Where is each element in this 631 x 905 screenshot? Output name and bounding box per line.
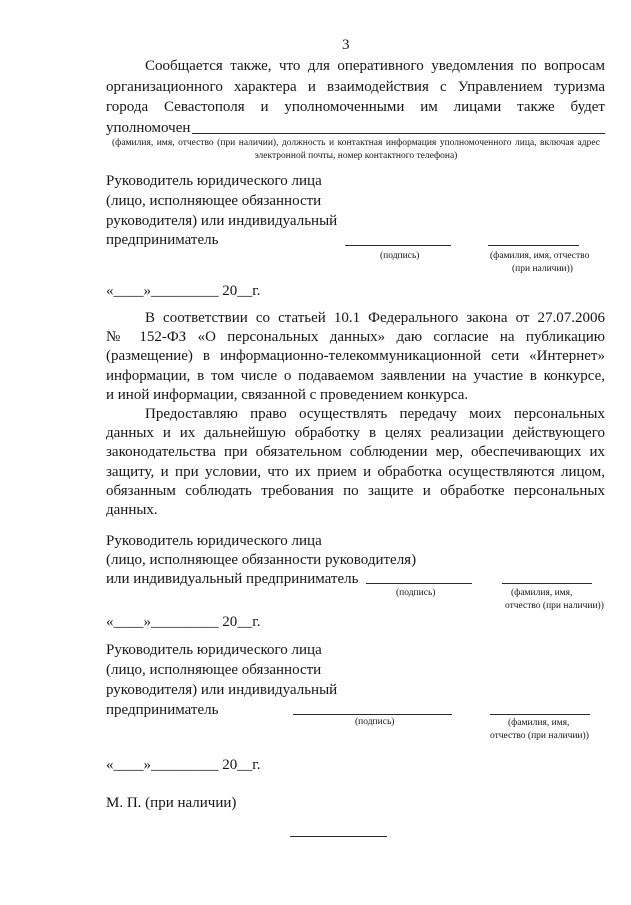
notice-line: Сообщается также, что для оперативного уведомления по вопросам [145, 58, 605, 74]
full-name-caption: отчество (при наличии)) [505, 601, 604, 611]
signature-line [366, 583, 472, 584]
stamp-note: М. П. (при наличии) [106, 795, 237, 811]
notice-line: города Севастополя и уполномоченными им лицами также будет [106, 99, 605, 115]
signatory-role-line: (лицо, исполняющее обязанности [106, 193, 322, 209]
signatory-role-line: Руководитель юридического лица [106, 533, 322, 549]
notice-caption-line: электронной почты, номер контактного телефона) [254, 151, 458, 161]
transfer-line: Предоставляю право осуществлять передачу моих персональных [145, 406, 605, 422]
notice-line: организационного характера и взаимодействия с Управлением туризма [106, 79, 605, 95]
transfer-line: данных. [106, 502, 158, 518]
full-name-line [488, 245, 579, 246]
full-name-caption: (фамилия, имя, отчество [490, 251, 590, 261]
transfer-line: обязанным соблюдать требования по защите и обработке персональных [106, 483, 605, 499]
consent-line: информации, в том числе о подаваемом заявлении на участие в конкурсе, [106, 368, 605, 384]
page-number: 3 [342, 37, 350, 53]
signatory-role-line: руководителя) или индивидуальный [106, 682, 338, 698]
date-field: «____»_________ 20__г. [106, 614, 261, 630]
signatory-role-line: Руководитель юридического лица [106, 642, 322, 658]
consent-line: (размещение) в информационно-телекоммуникационной сети «Интернет» [106, 348, 605, 364]
signatory-role-line: или индивидуальный предприниматель [106, 571, 359, 587]
consent-line: В соответствии со статьей 10.1 Федерального закона от 27.07.2006 [145, 310, 605, 326]
full-name-caption: (при наличии)) [512, 264, 573, 274]
transfer-line: защиту, и при условии, что их прием и обработка осуществляются лицом, [106, 464, 605, 480]
full-name-caption: отчество (при наличии)) [490, 731, 589, 741]
date-field: «____»_________ 20__г. [106, 283, 261, 299]
signature-caption: (подпись) [380, 251, 420, 261]
consent-line: № 152-ФЗ «О персональных данных» даю согласие на публикацию [106, 329, 605, 345]
signatory-role-line: предприниматель [106, 232, 219, 248]
signature-caption: (подпись) [355, 717, 395, 727]
full-name-line [502, 583, 592, 584]
signature-line [345, 245, 451, 246]
notice-caption-line: (фамилия, имя, отчество (при наличии), должность и контактная информация уполномоченного лица, включая адрес [112, 138, 600, 148]
transfer-line: данных и их дальнейшую обработку в целях реализации действующего [106, 425, 605, 441]
signature-line [293, 714, 452, 715]
transfer-line: законодательства при обязательном соблюдении мер, обеспечивающих их [106, 444, 605, 460]
authorized-person-blank-line [192, 133, 605, 134]
signature-caption: (подпись) [396, 588, 436, 598]
signatory-role-line: Руководитель юридического лица [106, 173, 322, 189]
date-field: «____»_________ 20__г. [106, 757, 261, 773]
notice-line: уполномочен [106, 120, 191, 136]
full-name-caption: (фамилия, имя, [511, 588, 573, 598]
signatory-role-line: (лицо, исполняющее обязанности руководителя) [106, 552, 417, 568]
consent-line: и иной информации, связанной с проведением конкурса. [106, 387, 469, 403]
full-name-line [490, 714, 590, 715]
closing-rule [290, 836, 387, 837]
full-name-caption: (фамилия, имя, [508, 718, 570, 728]
signatory-role-line: руководителя) или индивидуальный [106, 213, 338, 229]
signatory-role-line: (лицо, исполняющее обязанности [106, 662, 322, 678]
signatory-role-line: предприниматель [106, 702, 219, 718]
